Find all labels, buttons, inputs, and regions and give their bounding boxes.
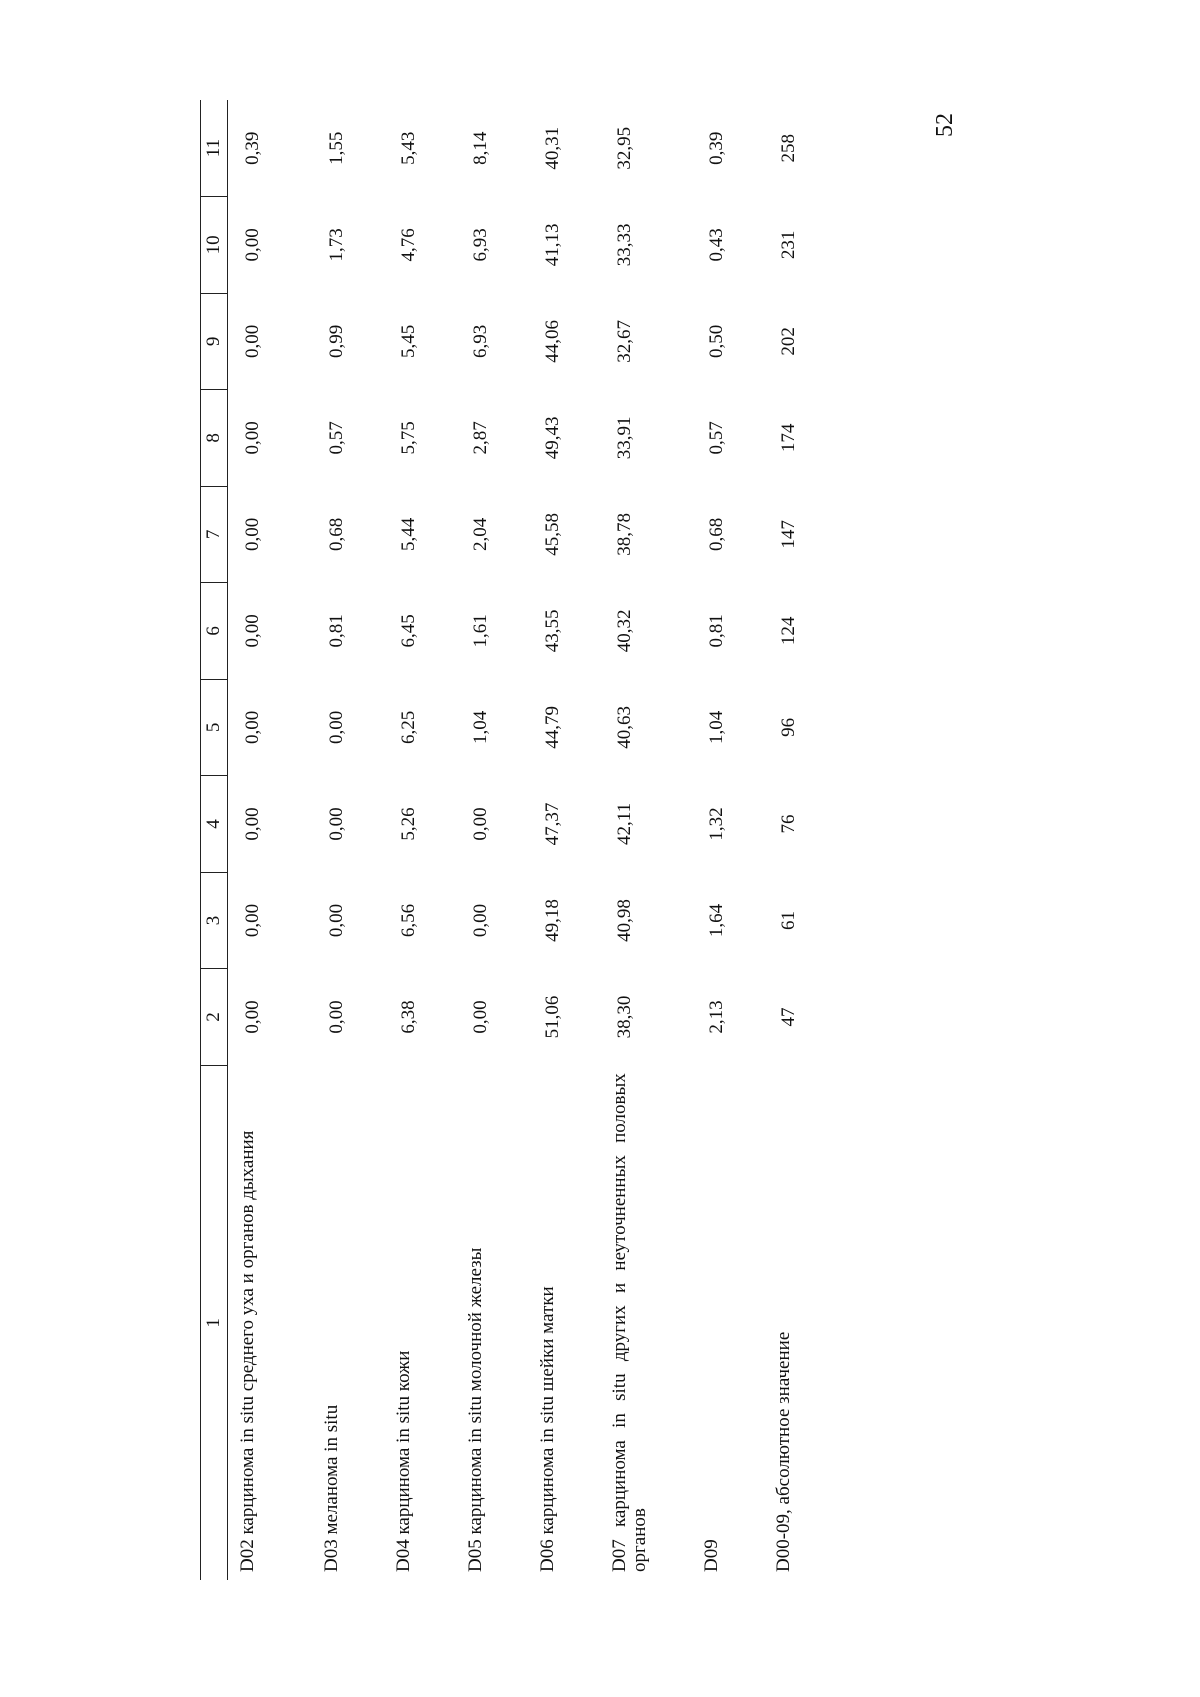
table-row [384, 100, 456, 1580]
table-cell: 49,18 [541, 899, 563, 942]
table-cell: 1,64 [705, 903, 727, 938]
table-cell: 0,00 [325, 710, 347, 745]
table-cell: 76 [777, 814, 799, 834]
table-cell: 1,73 [325, 228, 347, 262]
table-cell: 0,00 [325, 807, 347, 841]
table-cell: 0,00 [242, 614, 263, 648]
table-cell: 2,13 [705, 1000, 727, 1034]
row-label: D04 карцинома in situ кожи [392, 1350, 414, 1572]
table-cell: 0,00 [242, 1000, 263, 1034]
table-row [600, 100, 692, 1580]
table-cell: 49,43 [541, 416, 563, 460]
table-cell: 45,58 [541, 513, 563, 556]
column-header: 1 [201, 1065, 228, 1580]
table-cell: 0,81 [325, 614, 347, 648]
table-cell: 0,81 [705, 614, 727, 648]
table-cell: 38,78 [613, 513, 635, 556]
table-cell: 147 [777, 520, 799, 549]
table-cell: 61 [777, 910, 799, 930]
column-header: 6 [201, 583, 228, 680]
table-row [312, 100, 384, 1580]
table-cell: 38,30 [613, 995, 635, 1039]
table-cell: 44,79 [541, 706, 563, 749]
table-cell: 0,00 [325, 1000, 347, 1034]
row-label: D06 карцинома in situ шейки матки [536, 1286, 558, 1572]
table-cell: 0,00 [242, 324, 263, 358]
table-cell: 231 [777, 230, 799, 260]
column-header: 4 [201, 776, 228, 873]
column-header: 3 [201, 872, 228, 969]
table-cell: 6,93 [469, 228, 491, 262]
table-cell: 0,00 [469, 1000, 491, 1034]
table-cell: 47 [777, 1007, 799, 1027]
table-cell: 33,33 [613, 223, 635, 267]
table-row [456, 100, 528, 1580]
page-number: 52 [932, 113, 958, 137]
row-label: D09 [700, 1539, 722, 1572]
table-cell: 6,45 [397, 614, 419, 648]
table-cell: 202 [777, 327, 799, 356]
table-cell: 0,00 [242, 903, 263, 938]
table-cell: 5,43 [397, 131, 419, 165]
table-cell: 40,31 [541, 126, 563, 170]
table-cell: 0,57 [705, 421, 727, 455]
table-cell: 40,32 [613, 609, 635, 653]
table-cell: 47,37 [541, 802, 563, 846]
table-cell: 0,00 [242, 421, 263, 455]
column-header: 10 [201, 197, 228, 294]
table-cell: 5,45 [397, 324, 419, 358]
table-cell: 0,00 [325, 903, 347, 938]
table-row [764, 100, 836, 1580]
table-cell: 0,43 [705, 228, 727, 262]
table-cell: 0,39 [242, 131, 263, 165]
table-cell: 1,61 [469, 614, 491, 648]
table-cell: 4,76 [397, 228, 419, 262]
table-cell: 0,57 [325, 421, 347, 455]
table-cell: 96 [777, 717, 799, 737]
column-header: 11 [201, 100, 228, 197]
table-row [692, 100, 764, 1580]
table-cell: 6,25 [397, 710, 419, 745]
table-cell: 0,00 [469, 903, 491, 938]
table-cell: 1,04 [705, 710, 727, 745]
table-cell: 6,38 [397, 1000, 419, 1034]
table-cell: 0,99 [325, 324, 347, 358]
column-header: 5 [201, 679, 228, 776]
column-header: 9 [201, 293, 228, 390]
table-cell: 0,00 [242, 517, 263, 552]
table-cell: 1,55 [325, 131, 347, 165]
rotated-table-container [200, 100, 940, 1580]
row-label: D03 меланома in situ [320, 1404, 342, 1572]
row-label: D05 карцинома in situ молочной железы [464, 1247, 486, 1572]
table-cell: 258 [777, 134, 799, 163]
header-row [201, 100, 228, 1580]
table-cell: 32,67 [613, 319, 635, 363]
table-cell: 1,04 [469, 710, 491, 745]
table-cell: 5,44 [397, 517, 419, 552]
table-cell: 1,32 [705, 807, 727, 841]
table-cell: 51,06 [541, 995, 563, 1039]
column-header: 2 [201, 969, 228, 1066]
table-cell: 5,75 [397, 421, 419, 455]
data-table [200, 100, 836, 1580]
column-header: 8 [201, 390, 228, 487]
table-cell: 2,87 [469, 421, 491, 455]
table-cell: 6,56 [397, 903, 419, 938]
table-cell: 6,93 [469, 324, 491, 358]
row-label: D00-09, абсолютное значение [772, 1331, 794, 1572]
table-cell: 8,14 [469, 131, 491, 165]
table-cell: 0,00 [242, 710, 263, 745]
table-cell: 0,50 [705, 324, 727, 358]
column-header: 7 [201, 486, 228, 583]
table-cell: 0,00 [242, 228, 263, 262]
table-row [528, 100, 600, 1580]
table-body [228, 100, 836, 1580]
table-cell: 42,11 [613, 802, 635, 845]
table-cell: 0,39 [705, 131, 727, 165]
table-cell: 5,26 [397, 807, 419, 841]
table-cell: 124 [777, 616, 799, 646]
table-cell: 32,95 [613, 126, 635, 170]
table-cell: 40,98 [613, 899, 635, 942]
table-cell: 44,06 [541, 319, 563, 363]
table-row [228, 100, 312, 1580]
table-cell: 0,00 [469, 807, 491, 841]
table-cell: 40,63 [613, 706, 635, 749]
table-cell: 0,68 [325, 517, 347, 552]
table-cell: 0,00 [242, 807, 263, 841]
table-cell: 174 [777, 423, 799, 453]
table-cell: 33,91 [613, 416, 635, 460]
table-cell: 0,68 [705, 517, 727, 552]
row-label: D07 карцинома in situ других и неуточненных половых органов [608, 1073, 650, 1572]
table-cell: 43,55 [541, 609, 563, 653]
table-cell: 41,13 [541, 223, 563, 267]
row-label: D02 карцинома in situ среднего уха и органов дыхания [237, 1130, 258, 1572]
table-cell: 2,04 [469, 517, 491, 552]
